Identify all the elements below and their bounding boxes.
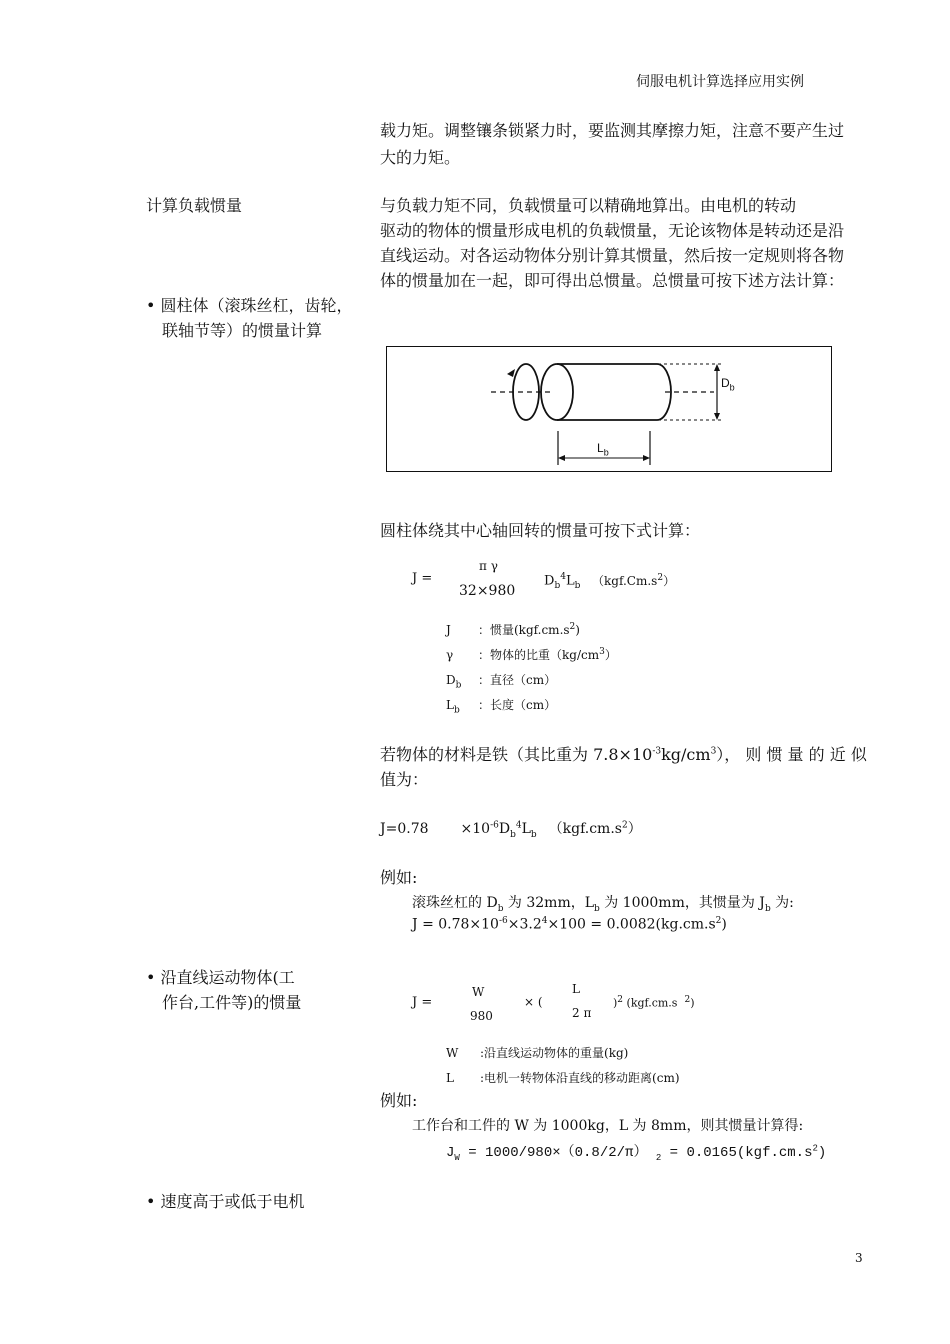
linear-formula-2pi: 2 π xyxy=(572,1006,592,1020)
example-label-1: 例如: xyxy=(380,868,418,887)
example-1-line-1: 滚珠丝杠的 $D_b$ 为 32mm，$L_b$ 为 1000mm，其惯量为 $J_b$ 为: xyxy=(412,895,794,914)
var-lb: $L_b$ ：长度（cm） xyxy=(446,698,557,716)
linear-formula-times: × ( xyxy=(524,995,543,1009)
var-db: $D_b$ ：直径（cm） xyxy=(446,673,557,691)
formula-lhs: J = xyxy=(412,571,433,586)
var-w: W :沿直线运动物体的重量(kg) xyxy=(446,1046,629,1060)
paragraph-line-4: 体的惯量加在一起，即可得出总惯量。总惯量可按下述方法计算： xyxy=(380,271,845,290)
var-l: L :电机一转物体沿直线的移动距离(cm) xyxy=(446,1071,680,1085)
approx-formula: $J=0.78 \times 10^{-6}D_b^4L_b$ $(kgf.cm.s^2)$ xyxy=(380,820,642,840)
iron-line-1: 若物体的材料是铁（其比重为 $7.8\times 10^{-3}kg/cm^3$）， 则 惯 量 的 近 似 xyxy=(380,745,867,764)
formula-intro: 圆柱体绕其中心轴回转的惯量可按下式计算： xyxy=(380,521,701,540)
linear-formula-l: L xyxy=(572,982,580,996)
bullet-linear-line-2: 作台,工件等)的惯量 xyxy=(162,993,302,1012)
example-label-2: 例如: xyxy=(380,1091,418,1110)
rotation-arrow-icon xyxy=(513,364,539,420)
paragraph-line-2: 驱动的物体的惯量形成电机的负载惯量，无论该物体是转动还是沿 xyxy=(380,221,845,240)
paragraph-line-3: 直线运动。对各运动物体分别计算其惯量，然后按一定规则将各物 xyxy=(380,246,845,265)
page-number: 3 xyxy=(855,1251,863,1265)
section-heading-load-inertia: 计算负载惯量 xyxy=(146,196,243,215)
example-1-line-2: $J = 0.78\times 10^{-6}\times 3.2^4\times 100 = 0.0082(kg.cm.s^2)$ xyxy=(412,916,727,933)
linear-formula-980: 980 xyxy=(470,1009,493,1023)
bullet-cylinder-line-1: • 圆柱体（滚珠丝杠，齿轮， xyxy=(146,296,353,315)
example-2-line-1: 工作台和工件的 W 为 1000kg，L 为 8mm，则其惯量计算得: xyxy=(412,1118,804,1134)
linear-formula-w: W xyxy=(472,985,485,999)
formula-db4lb: $D_b^4L_b$ xyxy=(544,572,581,591)
paragraph-line-1: 与负载力矩不同，负载惯量可以精确地算出。由电机的转动 xyxy=(380,196,797,215)
cylinder-diagram xyxy=(387,347,831,471)
bullet-cylinder-line-2: 联轴节等）的惯量计算 xyxy=(162,321,323,340)
bullet-linear-line-1: • 沿直线运动物体(工 xyxy=(146,968,295,987)
iron-line-2: 值为： xyxy=(380,770,429,789)
var-j: J ：惯量$(kgf.cm.s^2)$ xyxy=(446,622,580,637)
intro-line-1: 载力矩。调整镶条锁紧力时，要监测其摩擦力矩，注意不要产生过 xyxy=(380,121,845,140)
bullet-speed: • 速度高于或低于电机 xyxy=(146,1192,305,1211)
page-header-title: 伺服电机计算选择应用实例 xyxy=(636,74,804,90)
linear-formula-unit: )$^2$ (kgf.cm.s $^2$) xyxy=(613,995,695,1010)
cylinder-figure xyxy=(386,346,832,472)
length-label: $L_b$ xyxy=(597,441,609,458)
var-gamma: γ ：物体的比重$(kg/cm^3)$ xyxy=(446,647,617,662)
formula-numerator: π γ xyxy=(479,559,498,573)
intro-line-2: 大的力矩。 xyxy=(380,148,461,167)
example-2-line-2: $J_W = 1000/980\times(0.8/2/\pi) _2 = 0.0165(kgf.cm.s^2)$ xyxy=(446,1143,827,1163)
linear-formula-lhs: J = xyxy=(412,995,433,1010)
diameter-label: $D_b$ xyxy=(721,376,735,393)
formula-unit: $(kgf.Cm.s^2)$ xyxy=(592,573,676,588)
formula-denominator: 32×980 xyxy=(459,583,516,599)
